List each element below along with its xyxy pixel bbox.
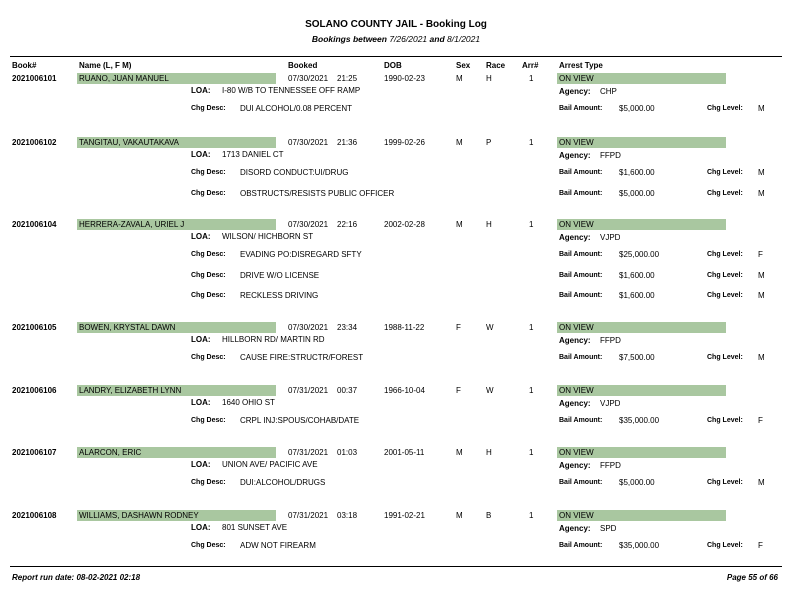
sex: M	[456, 138, 463, 147]
booked-time: 22:16	[337, 220, 358, 229]
arrest-type: ON VIEW	[557, 447, 726, 458]
agency: FFPD	[600, 151, 621, 160]
book-number: 2021006107	[12, 448, 57, 457]
bail-amount: $1,600.00	[619, 168, 655, 177]
bail-amount: $5,000.00	[619, 189, 655, 198]
charge-desc-label: Chg Desc:	[191, 542, 226, 549]
inmate-name: LANDRY, ELIZABETH LYNN	[77, 385, 276, 396]
charge-desc-label: Chg Desc:	[191, 190, 226, 197]
booking-record	[0, 510, 792, 570]
bail-amount: $7,500.00	[619, 353, 655, 362]
charge-description: CRPL INJ:SPOUS/COHAB/DATE	[240, 416, 360, 425]
report-run-date: Report run date: 08-02-2021 02:18	[12, 573, 141, 582]
inmate-name: ALARCON, ERIC	[77, 447, 276, 458]
bail-amount: $1,600.00	[619, 291, 655, 300]
agency-label: Agency:	[559, 336, 591, 345]
arrest-number: 1	[529, 74, 534, 83]
charge-level-label: Chg Level:	[707, 292, 743, 299]
booked-time: 23:34	[337, 323, 358, 332]
date-range-prefix: Bookings between	[311, 34, 387, 44]
agency-label: Agency:	[559, 151, 591, 160]
charge-level: M	[758, 104, 765, 113]
col-header-race: Race	[486, 61, 506, 70]
bail-amount-label: Bail Amount:	[559, 292, 603, 299]
booked-date: 07/31/2021	[288, 386, 329, 395]
date-of-birth: 2001-05-11	[384, 448, 425, 457]
loa-label: LOA:	[191, 460, 211, 469]
bail-amount-label: Bail Amount:	[559, 417, 603, 424]
booked-date: 07/31/2021	[288, 448, 329, 457]
date-of-birth: 1999-02-26	[384, 138, 425, 147]
bail-amount-label: Bail Amount:	[559, 105, 603, 112]
agency: FFPD	[600, 336, 621, 345]
agency-label: Agency:	[559, 524, 591, 533]
loa-label: LOA:	[191, 398, 211, 407]
booked-date: 07/30/2021	[288, 138, 329, 147]
date-of-birth: 1991-02-21	[384, 511, 425, 520]
bail-amount: $5,000.00	[619, 478, 655, 487]
date-range-and: and	[429, 34, 445, 44]
booking-record	[0, 322, 792, 382]
inmate-name: RUANO, JUAN MANUEL	[77, 73, 276, 84]
charge-description: DUI ALCOHOL/0.08 PERCENT	[240, 104, 353, 113]
sex: F	[456, 386, 461, 395]
location-of-arrest: WILSON/ HICHBORN ST	[222, 232, 314, 241]
bail-amount: $35,000.00	[619, 541, 660, 550]
location-of-arrest: UNION AVE/ PACIFIC AVE	[222, 460, 318, 469]
charge-level-label: Chg Level:	[707, 479, 743, 486]
loa-label: LOA:	[191, 86, 211, 95]
booked-date: 07/30/2021	[288, 323, 329, 332]
report-subtitle	[0, 34, 792, 44]
booking-record	[0, 73, 792, 133]
charge-level: M	[758, 291, 765, 300]
inmate-name: WILLIAMS, DASHAWN RODNEY	[77, 510, 276, 521]
book-number: 2021006106	[12, 386, 57, 395]
charge-level: M	[758, 271, 765, 280]
booking-record	[0, 447, 792, 507]
arrest-type: ON VIEW	[557, 137, 726, 148]
charge-description: DUI:ALCOHOL/DRUGS	[240, 478, 326, 487]
arrest-type: ON VIEW	[557, 219, 726, 230]
col-header-sex: Sex	[456, 61, 471, 70]
charge-description: OBSTRUCTS/RESISTS PUBLIC OFFICER	[240, 189, 395, 198]
agency: VJPD	[600, 233, 621, 242]
bail-amount: $1,600.00	[619, 271, 655, 280]
charge-desc-label: Chg Desc:	[191, 105, 226, 112]
charge-level: F	[758, 416, 763, 425]
date-of-birth: 2002-02-28	[384, 220, 425, 229]
col-header-booked: Booked	[288, 61, 318, 70]
booking-record	[0, 385, 792, 445]
bail-amount-label: Bail Amount:	[559, 354, 603, 361]
race: H	[486, 220, 492, 229]
bail-amount-label: Bail Amount:	[559, 272, 603, 279]
col-header-arr: Arr#	[522, 61, 539, 70]
charge-level-label: Chg Level:	[707, 354, 743, 361]
charge-level-label: Chg Level:	[707, 542, 743, 549]
booked-date: 07/30/2021	[288, 74, 329, 83]
footer-divider	[10, 566, 782, 567]
booking-record	[0, 137, 792, 197]
charge-description: DISORD CONDUCT:UI/DRUG	[240, 168, 349, 177]
sex: M	[456, 220, 463, 229]
date-of-birth: 1966-10-04	[384, 386, 425, 395]
race: H	[486, 74, 492, 83]
loa-label: LOA:	[191, 335, 211, 344]
agency: FFPD	[600, 461, 621, 470]
agency-label: Agency:	[559, 461, 591, 470]
booked-time: 03:18	[337, 511, 358, 520]
bail-amount-label: Bail Amount:	[559, 251, 603, 258]
book-number: 2021006105	[12, 323, 57, 332]
arrest-type: ON VIEW	[557, 385, 726, 396]
charge-description: RECKLESS DRIVING	[240, 291, 319, 300]
charge-level: M	[758, 478, 765, 487]
charge-description: ADW NOT FIREARM	[240, 541, 316, 550]
bail-amount: $35,000.00	[619, 416, 660, 425]
book-number: 2021006101	[12, 74, 57, 83]
charge-level-label: Chg Level:	[707, 251, 743, 258]
agency: SPD	[600, 524, 617, 533]
inmate-name: HERRERA-ZAVALA, URIEL J	[77, 219, 276, 230]
arrest-type: ON VIEW	[557, 73, 726, 84]
charge-desc-label: Chg Desc:	[191, 354, 226, 361]
booked-time: 00:37	[337, 386, 358, 395]
charge-level-label: Chg Level:	[707, 417, 743, 424]
booked-time: 01:03	[337, 448, 358, 457]
bail-amount-label: Bail Amount:	[559, 169, 603, 176]
charge-desc-label: Chg Desc:	[191, 169, 226, 176]
charge-level: M	[758, 189, 765, 198]
arrest-number: 1	[529, 511, 534, 520]
charge-desc-label: Chg Desc:	[191, 479, 226, 486]
arrest-number: 1	[529, 138, 534, 147]
header-divider	[10, 56, 782, 57]
booked-time: 21:25	[337, 74, 358, 83]
location-of-arrest: I-80 W/B TO TENNESSEE OFF RAMP	[222, 86, 361, 95]
date-of-birth: 1990-02-23	[384, 74, 425, 83]
sex: M	[456, 74, 463, 83]
charge-level-label: Chg Level:	[707, 169, 743, 176]
charge-level: F	[758, 250, 763, 259]
bail-amount: $5,000.00	[619, 104, 655, 113]
book-number: 2021006104	[12, 220, 57, 229]
arrest-number: 1	[529, 386, 534, 395]
agency-label: Agency:	[559, 87, 591, 96]
col-header-book: Book#	[12, 61, 37, 70]
location-of-arrest: 1640 OHIO ST	[222, 398, 275, 407]
location-of-arrest: 1713 DANIEL CT	[222, 150, 284, 159]
charge-level: M	[758, 353, 765, 362]
race: B	[486, 511, 492, 520]
date-range-from: 7/26/2021	[389, 34, 428, 44]
date-of-birth: 1988-11-22	[384, 323, 425, 332]
inmate-name: BOWEN, KRYSTAL DAWN	[77, 322, 276, 333]
charge-desc-label: Chg Desc:	[191, 272, 226, 279]
charge-level-label: Chg Level:	[707, 190, 743, 197]
loa-label: LOA:	[191, 150, 211, 159]
charge-level: F	[758, 541, 763, 550]
agency-label: Agency:	[559, 399, 591, 408]
loa-label: LOA:	[191, 232, 211, 241]
sex: M	[456, 448, 463, 457]
book-number: 2021006108	[12, 511, 57, 520]
agency-label: Agency:	[559, 233, 591, 242]
booked-date: 07/31/2021	[288, 511, 329, 520]
charge-description: EVADING PO:DISREGARD SFTY	[240, 250, 362, 259]
bail-amount-label: Bail Amount:	[559, 542, 603, 549]
book-number: 2021006102	[12, 138, 57, 147]
date-range-to: 8/1/2021	[447, 34, 481, 44]
page-number: Page 55 of 66	[726, 573, 778, 582]
booked-date: 07/30/2021	[288, 220, 329, 229]
bail-amount-label: Bail Amount:	[559, 190, 603, 197]
charge-description: DRIVE W/O LICENSE	[240, 271, 320, 280]
arrest-number: 1	[529, 220, 534, 229]
race: W	[486, 386, 494, 395]
race: H	[486, 448, 492, 457]
col-header-dob: DOB	[384, 61, 402, 70]
col-header-name: Name (L, F M)	[79, 61, 132, 70]
location-of-arrest: HILLBORN RD/ MARTIN RD	[222, 335, 325, 344]
charge-desc-label: Chg Desc:	[191, 417, 226, 424]
arrest-type: ON VIEW	[557, 510, 726, 521]
agency: CHP	[600, 87, 617, 96]
charge-desc-label: Chg Desc:	[191, 251, 226, 258]
charge-description: CAUSE FIRE:STRUCTR/FOREST	[240, 353, 364, 362]
charge-level-label: Chg Level:	[707, 105, 743, 112]
inmate-name: TANGITAU, VAKAUTAKAVA	[77, 137, 276, 148]
bail-amount: $25,000.00	[619, 250, 660, 259]
sex: M	[456, 511, 463, 520]
charge-desc-label: Chg Desc:	[191, 292, 226, 299]
arrest-type: ON VIEW	[557, 322, 726, 333]
loa-label: LOA:	[191, 523, 211, 532]
booked-time: 21:36	[337, 138, 358, 147]
race: W	[486, 323, 494, 332]
report-title: SOLANO COUNTY JAIL - Booking Log	[305, 19, 487, 30]
location-of-arrest: 801 SUNSET AVE	[222, 523, 288, 532]
sex: F	[456, 323, 461, 332]
race: P	[486, 138, 492, 147]
bail-amount-label: Bail Amount:	[559, 479, 603, 486]
booking-record	[0, 219, 792, 300]
agency: VJPD	[600, 399, 621, 408]
col-header-arrest-type: Arrest Type	[559, 61, 603, 70]
arrest-number: 1	[529, 448, 534, 457]
arrest-number: 1	[529, 323, 534, 332]
charge-level: M	[758, 168, 765, 177]
charge-level-label: Chg Level:	[707, 272, 743, 279]
